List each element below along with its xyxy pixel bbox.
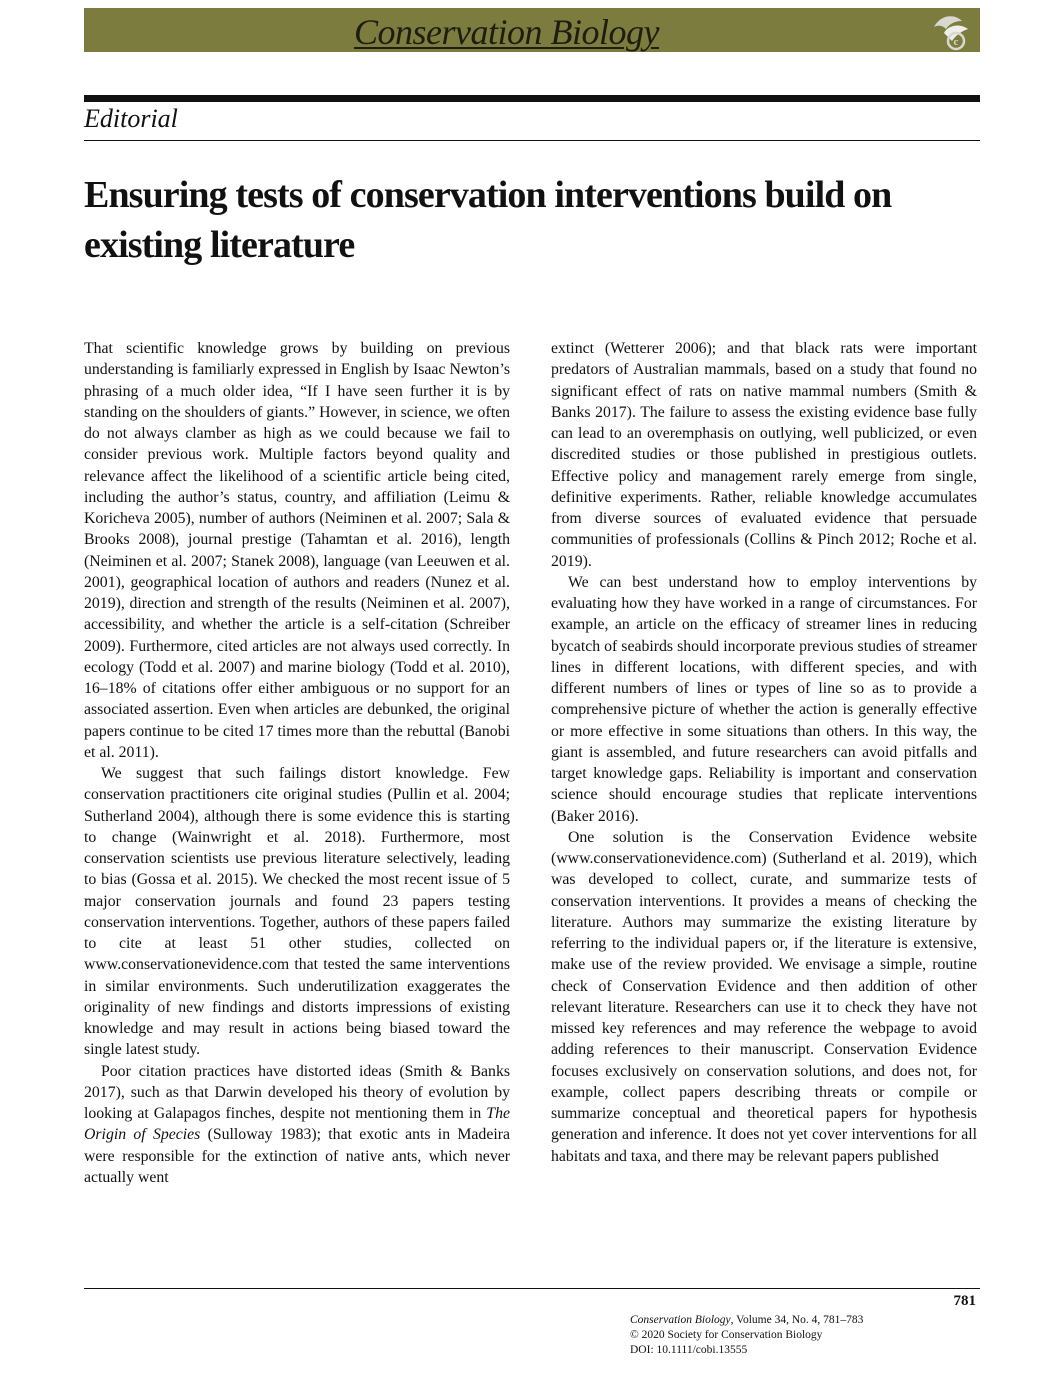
page-number: 781: [953, 1293, 976, 1309]
paragraph: [84, 1061, 510, 1189]
section-label: Editorial: [84, 104, 178, 133]
header-rule: [84, 95, 980, 102]
paragraph: We suggest that such failings distort knowledge. Few conservation practitioners cite original studies (Pullin et al. 2004; Sutherland 2004), although there is some evidence this is starting to change (Wainwright et al. 2018). Furthermore, most conservation scientists use previous literature selectively, leading to bias (Gossa et al. 2015). We checked the most recent issue of 5 major conservation journals and found 23 papers testing conservation interventions. Together, authors of these papers failed to cite at least 51 other studies, collected on www.conservationevidence.com that tested the same interventions in similar environments. Such underutilization exaggerates the originality of new findings and distorts impressions of existing knowledge and may result in actions being biased toward the single latest study.: [84, 765, 510, 1059]
right-column: [551, 338, 977, 1167]
citation-footer: [630, 1313, 980, 1358]
paragraph-text: Poor citation practices have distorted ideas (Smith & Banks 2017), such as that Darwin developed his theory of evolution by looking at Galapagos finches, despite not mentioning them in: [84, 1062, 510, 1122]
paragraph: extinct (Wetterer 2006); and that black rats were important predators of Australian mammals, based on a study that found no significant effect of rats on native mammal numbers (Smith & Banks 2017). The failure to assess the existing evidence base fully can lead to an overemphasis on outlying, well publicized, or even discredited studies or those published in prestigious outlets. Effective policy and management rarely emerge from single, definitive experiments. Rather, reliable knowledge accumulates from diverse sources of evaluated evidence that persuade communities of professionals (Collins & Pinch 2012; Roche et al. 2019).: [551, 340, 977, 570]
journal-citation-volume: , Volume 34, No. 4, 781–783: [730, 1314, 864, 1326]
journal-name: Conservation Biology: [354, 12, 659, 52]
journal-citation: [630, 1313, 980, 1328]
left-column: [84, 338, 510, 1188]
article-title: Ensuring tests of conservation interventions build on existing literature: [84, 174, 892, 266]
paragraph-text: (Sulloway 1983); that exotic ants in Madeira were responsible for the extinction of native ants, which never actually went: [84, 1126, 510, 1186]
paragraph: That scientific knowledge grows by building on previous understanding is familiarly expressed in English by Isaac Newton’s phrasing of a much older idea, “If I have seen further it is by standing on the shoulders of giants.” However, in science, we often do not always clamber as high as we could because we fail to consider previous work. Multiple factors beyond quality and relevance affect the likelihood of a scientific article being cited, including the author’s status, country, and affiliation (Leimu & Koricheva 2005), number of authors (Neiminen et al. 2007; Sala & Brooks 2008), journal prestige (Tahamtan et al. 2016), length (Neiminen et al. 2007; Stanek 2008), language (van Leeuwen et al. 2001), geographical location of authors and readers (Nunez et al. 2019), direction and strength of the results (Neiminen et al. 2007), accessibility, and whether the article is a self-citation (Schreiber 2009). Furthermore, cited articles are not always used correctly. In ecology (Todd et al. 2007) and marine biology (Todd et al. 2010), 16–18% of citations offer either ambiguous or no support for an associated assertion. Even when articles are debunked, the original papers continue to be cited 17 times more than the rebuttal (Banobi et al. 2011).: [84, 340, 510, 761]
journal-banner: [84, 8, 980, 52]
paragraph: We can best understand how to employ interventions by evaluating how they have worked in a range of circumstances. For example, an article on the efficacy of streamer lines in reducing bycatch of seabirds should incorporate previous studies of streamer lines in different locations, with different species, and with different numbers of lines or types of line so as to provide a comprehensive picture of whether the action is generally effective or more effective in some situations than others. In this way, the giant is assembled, and future researchers can avoid pitfalls and target knowledge gaps. Reliability is important and conservation science should encourage studies that replicate interventions (Baker 2016).: [551, 573, 977, 825]
section-rule: [84, 140, 980, 141]
journal-citation-name: Conservation Biology: [630, 1314, 731, 1326]
book-title: The Origin of Species: [84, 1105, 510, 1144]
conservation-biology-logo: [930, 11, 972, 51]
footer-rule: [84, 1288, 980, 1289]
doi: DOI: 10.1111/cobi.13555: [630, 1344, 748, 1356]
copyright: © 2020 Society for Conservation Biology: [630, 1329, 823, 1341]
paragraph: One solution is the Conservation Evidence website (www.conservationevidence.com) (Sutherland et al. 2019), which was developed to collect, curate, and summarize tests of conservation interventions. It provides a means of checking the literature. Authors may summarize the existing literature by referring to the individual papers or, if the literature is extensive, make use of the review provided. We envisage a simple, routine check of Conservation Evidence and then addition of other relevant literature. Researchers can use it to check they have not missed key references and may reference the webpage to avoid adding references to their manuscript. Conservation Evidence focuses exclusively on conservation solutions, and does not, for example, collect papers describing threats or compile or summarize conceptual and theoretical papers for hypothesis generation and inference. It does not yet cover interventions for all habitats and taxa, and there may be relevant papers published: [551, 828, 977, 1165]
svg-text:c: c: [953, 36, 959, 48]
